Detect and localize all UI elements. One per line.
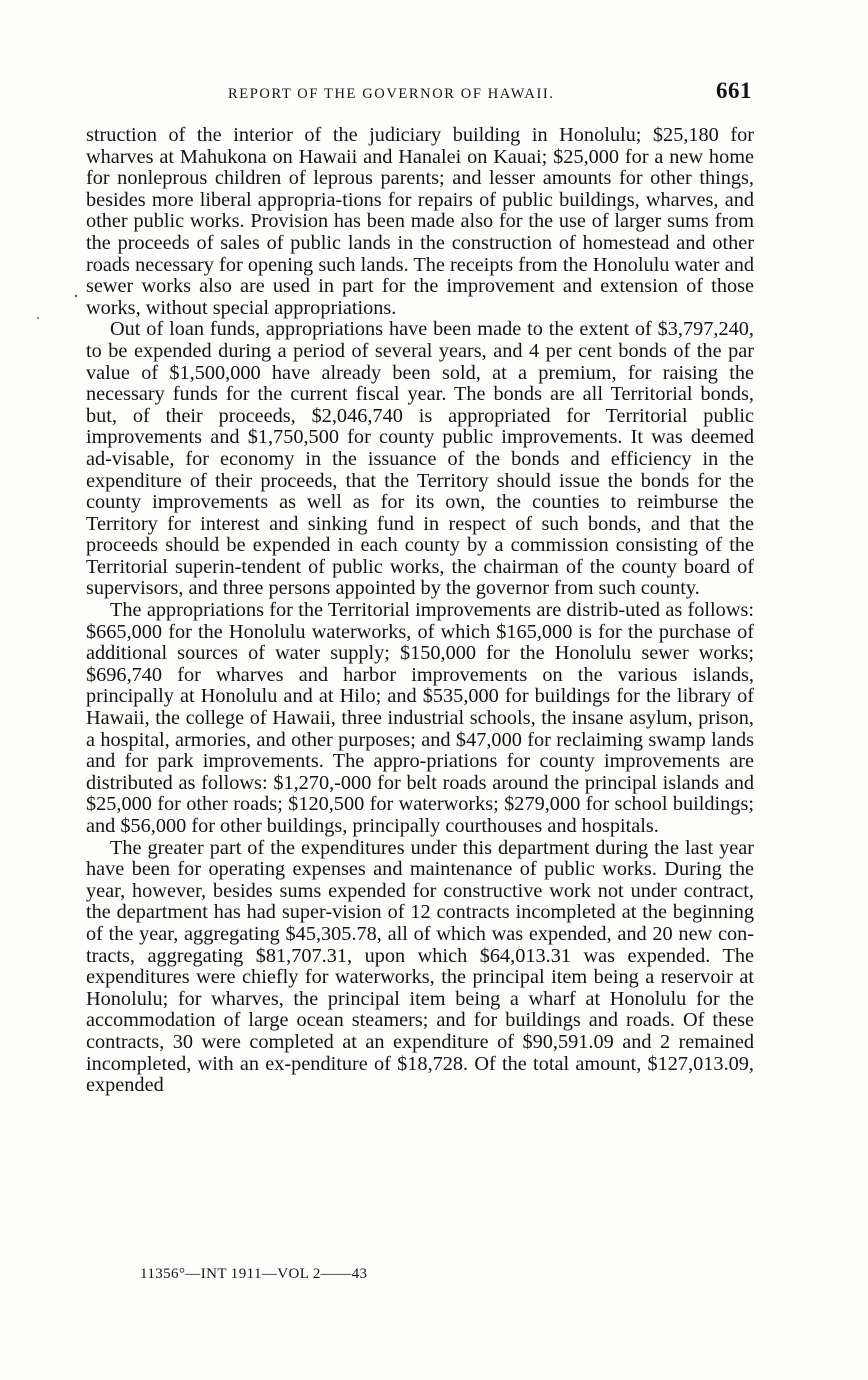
running-head [86,80,754,106]
scan-speck [37,317,39,319]
scan-speck [75,295,77,297]
paragraph-continuation: struction of the interior of the judiciary building in Honolulu; $25,180 for wharves at Mahukona on Hawaii and Hanalei on Kauai; $25,000 for a new home for nonleprous children of leprous parents; and lesser amounts for other things, besides more liberal appropria-tions for repairs of public buildings, wharves, and other public works. Provision has been made also for the use of larger sums from the proceeds of sales of public lands in the construction of homestead and other roads necessary for opening such lands. The receipts from the Honolulu water and sewer works also are used in part for the improvement and extension of those works, without special appropriations. [86,124,754,319]
page-number: 661 [716,78,752,103]
paragraph-territorial-appropriations: The appropriations for the Territorial improvements are distrib-uted as follows: $665,000 for the Honolulu waterworks, of which $165,000 is for the purchase of additional sources of water supply; $150,000 for the Honolulu sewer works; $696,740 for wharves and harbor improvements on the various islands, principally at Honolulu and at Hilo; and $535,000 for buildings for the library of Hawaii, the college of Hawaii, three industrial schools, the insane asylum, prison, a hospital, armories, and other purposes; and $47,000 for reclaiming swamp lands and for park improvements. The appro-priations for county improvements are distributed as follows: $1,270,-000 for belt roads around the principal islands and $25,000 for other roads; $120,500 for waterworks; $279,000 for school buildings; and $56,000 for other buildings, principally courthouses and hospitals. [86,599,754,837]
paragraph-expenditures: The greater part of the expenditures under this department during the last year have been for operating expenses and maintenance of public works. During the year, however, besides sums expended for constructive work not under contract, the department has had super-vision of 12 contracts incompleted at the beginning of the year, aggregating $45,305.78, all of which was expended, and 20 new con-tracts, aggregating $81,707.31, upon which $64,013.31 was expended. The expenditures were chiefly for waterworks, the principal item being a reservoir at Honolulu; for wharves, the principal item being a wharf at Honolulu for the accommodation of large ocean steamers; and for buildings and roads. Of these contracts, 30 were completed at an expenditure of $90,591.09 and 2 remained incompleted, with an ex-penditure of $18,728. Of the total amount, $127,013.09, expended [86,836,754,1097]
running-title: REPORT OF THE GOVERNOR OF HAWAII. [228,86,555,102]
body-text [86,125,754,1097]
paragraph-loan-funds: Out of loan funds, appropriations have been made to the extent of $3,797,240, to be expended during a period of several years, and 4 per cent bonds of the par value of $1,500,000 have already been sold, at a premium, for raising the necessary funds for the current fiscal year. The bonds are all Territorial bonds, but, of their proceeds, $2,046,740 is appropriated for Territorial public improvements and $1,750,500 for county public improvements. It was deemed ad-visable, for economy in the issuance of the bonds and efficiency in the expenditure of their proceeds, that the Territory should issue the bonds for the county improvements as well as for its own, the counties to reimburse the Territory for interest and sinking fund in respect of such bonds, and that the proceeds should be expended in each county by a commission consisting of the Territorial superin-tendent of public works, the chairman of the county board of supervisors, and three persons appointed by the governor from such county. [86,318,754,600]
printer-signature-mark: 11356°—INT 1911—VOL 2——43 [140,1266,368,1282]
